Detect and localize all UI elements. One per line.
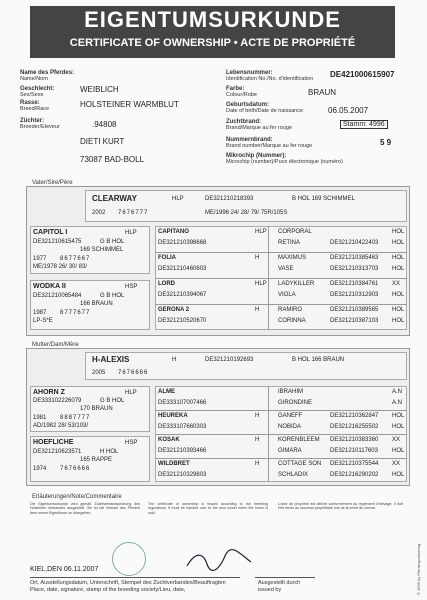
ggs3-gg1: RAMIRO xyxy=(278,307,302,313)
ggd2-gg2id: DE321210117603 xyxy=(330,448,378,454)
gs2-info2: 166 BRAUN xyxy=(80,301,113,307)
dam-name: H-ALEXIS xyxy=(92,355,130,364)
ggd3-gg1: COTTAGE SON xyxy=(278,461,322,467)
dam-info: B HOL 166 BRAUN xyxy=(292,357,345,363)
gd1-breed: HLP xyxy=(125,390,137,396)
ggs1-breed: H xyxy=(255,255,260,261)
ggd1-id: DE333107660303 xyxy=(158,424,207,430)
gs1-year: 1977 xyxy=(33,256,47,262)
ggs3-gg1id: DE321210389565 xyxy=(330,307,379,313)
breeder-address: 73087 BAD-BOLL xyxy=(80,155,145,164)
ggd1-breed: H xyxy=(255,413,260,419)
life-number-value: DE421000615907 xyxy=(330,70,395,79)
ggd0-gg1b: A.N xyxy=(392,389,403,395)
gd2-number: 7676666 xyxy=(60,466,91,472)
ggs2-gg1id: DE321210384761 xyxy=(330,281,379,287)
gd1-info2: 170 BRAUN xyxy=(80,406,113,412)
brand-value: Stamm: 4996 xyxy=(340,120,388,129)
ggs1-name: FOLIA xyxy=(158,255,176,261)
gd2-info2: 165 RAPPE xyxy=(80,457,113,463)
explanations-label: Erläuterungen/Note/Commentaire xyxy=(32,494,122,500)
ggd1-gg1b: HOL xyxy=(392,413,405,419)
ggs3-id: DE321210520670 xyxy=(158,318,207,324)
breeder-number: .94808 xyxy=(92,120,117,129)
dam-breed: H xyxy=(172,357,177,363)
ggs2-gg1: LADYKILLER xyxy=(278,281,315,287)
page-subtitle: CERTIFICATE OF OWNERSHIP • ACTE DE PROPRIÉTÉ xyxy=(69,37,356,49)
place-label: Ort, Ausstellungsdatum, Unterschrift, Stempel des Zuchtverbandes/Beauftragten xyxy=(30,580,226,586)
explanation-fr: L'acte de propriété est délivré conformément au règlement d'élevage. Il doit être remis au nouveau propriétaire lors de la vente du cheval. xyxy=(278,502,403,511)
horse-name-label: Name des Pferdes: Name/Nom xyxy=(20,70,75,82)
ggs2-id: DE321210394067 xyxy=(158,292,207,298)
gd1-year: 1981 xyxy=(33,415,47,421)
gs1-name: CAPITOL I xyxy=(33,229,68,236)
ggd2-gg1: KORENBLEEM xyxy=(278,437,320,443)
gs1-info: G B HOL xyxy=(100,239,125,245)
gs1-id: DE321210615475 xyxy=(33,239,82,245)
side-copyright: © 1999 by Pferdesportverlag xyxy=(416,544,421,595)
ggs1-gg1b: HOL xyxy=(392,255,405,261)
gs2-id: DE321210065484 xyxy=(33,293,82,299)
sire-info: B HOL 169 SCHIMMEL xyxy=(292,196,355,202)
place-label-en: Place, date, signature, stamp of the breeding society/Lieu, date, xyxy=(30,587,186,593)
ggd1-gg2id: DE321216255502 xyxy=(330,424,379,430)
ggs3-gg2id: DE321210387103 xyxy=(330,318,379,324)
sex-label: Geschlecht: Sex/Sexe xyxy=(20,86,55,98)
ggd0-gg2b: A.N xyxy=(392,400,403,406)
ggs3-gg1b: HOL xyxy=(392,307,405,313)
issued-label-en: issued by xyxy=(258,587,282,593)
ggd1-gg1: GANEFF xyxy=(278,413,303,419)
sire-name: CLEARWAY xyxy=(92,194,137,203)
ggs2-gg1b: XX xyxy=(392,281,401,287)
birth-value: 06.05.2007 xyxy=(328,106,369,115)
ggs1-gg2b: HOL xyxy=(392,266,405,272)
gd1-info: G B HOL xyxy=(100,398,125,404)
dam-number: 7676666 xyxy=(118,370,149,376)
ggs1-id: DE321210460603 xyxy=(158,266,207,272)
life-number-label: Lebensnummer: Identification No./No. d'identification xyxy=(226,70,314,82)
ggs0-gg1: CORPORAL xyxy=(278,229,312,235)
ggd1-gg2b: HOL xyxy=(392,424,405,430)
ggd3-breed: H xyxy=(255,461,260,467)
breeder-name: DIETI KURT xyxy=(80,137,125,146)
sire-breed: HLP xyxy=(172,196,184,202)
gd2-id: DE321210623571 xyxy=(33,449,82,455)
ggs2-gg2id: DE321210312903 xyxy=(330,292,379,298)
sire-number: 7676777 xyxy=(118,210,149,216)
gs1-info2: 169 SCHIMMEL xyxy=(80,247,124,253)
ggs0-name: CAPITANO xyxy=(158,229,189,235)
ggs3-gg2: CORINNA xyxy=(278,318,306,324)
gd1-number: 8887777 xyxy=(60,415,91,421)
gs2-year: 1987 xyxy=(33,310,47,316)
ggd3-id: DE321210329803 xyxy=(158,472,207,478)
explanation-en: The certificate of ownership is issued according to the breeding regulations. It must be handed over to the new owner when the horse is sold. xyxy=(148,502,268,515)
signature-image xyxy=(185,548,255,574)
sire-id: DE321210218393 xyxy=(205,196,254,202)
color-value: BRAUN xyxy=(308,88,337,97)
ggd2-gg1b: XX xyxy=(392,437,401,443)
ggs2-gg2b: HOL xyxy=(392,292,405,298)
ggd0-name: ALME xyxy=(158,389,175,395)
breeder-label: Züchter: Breeder/Eleveur xyxy=(20,118,60,130)
ggs1-gg1: MAXIMUS xyxy=(278,255,307,261)
gs2-breed: HSP xyxy=(125,284,138,290)
breed-label: Rasse: Breed/Race xyxy=(20,100,50,112)
birth-label: Geburtsdatum: Date of birth/Date de naissance xyxy=(226,102,304,114)
ggd3-gg2id: DE321216290202 xyxy=(330,472,379,478)
gs1-breed: HLP xyxy=(125,230,137,236)
ggs1-gg2id: DE321210313703 xyxy=(330,266,379,272)
gd2-info: H HOL xyxy=(100,449,119,455)
ggd3-gg2: SCHLADIX xyxy=(278,472,309,478)
gs1-number: 8677667 xyxy=(60,256,91,262)
explanation-de: Die Eigentumsurkunde wird gemäß Zuchtverbandsordnung des Holsteiner Verbandes ausgestellt. Sie ist bei Verkauf des Pferdes dem neuen Eigentümer zu übergeben. xyxy=(30,502,140,515)
ggs0-id: DE321210398668 xyxy=(158,240,207,246)
ggs0-gg2: RETINA xyxy=(278,240,301,246)
brand-label: Zuchtbrand: Brand/Marque au fer rouge xyxy=(226,119,293,131)
issued-label: Ausgestellt durch xyxy=(258,580,301,586)
number-brand-value: 5 9 xyxy=(380,138,392,147)
ggs0-gg2id: DE321210422403 xyxy=(330,240,379,246)
ggd2-gg2: GIMARA xyxy=(278,448,302,454)
ggs0-gg2b: HOL xyxy=(392,240,405,246)
ggd3-gg2b: HOL xyxy=(392,472,405,478)
ggd2-name: KOSAK xyxy=(158,437,180,443)
number-brand-label: Nummernbrand: Brand number/Marque au fer rouge xyxy=(226,137,313,149)
ggs1-gg1id: DE321210385463 xyxy=(330,255,379,261)
ggd0-id: DE333107007466 xyxy=(158,400,207,406)
sex-value: WEIBLICH xyxy=(80,85,119,94)
ggd3-name: WILDBRET xyxy=(158,461,190,467)
ggd0-gg2: GIRONDINE xyxy=(278,400,313,406)
sire-section-label: Vater/Sire/Père xyxy=(32,180,73,186)
breed-value: HOLSTEINER WARMBLUT xyxy=(80,100,179,109)
microchip-label: Mikrochip (Nummer): Microchip (number)/Puce électronique (numéro) xyxy=(226,153,343,165)
page-title: EIGENTUMSURKUNDE xyxy=(84,7,341,32)
gd2-year: 1974 xyxy=(33,466,47,472)
ggd1-name: HEUREKA xyxy=(158,413,188,419)
sire-me: ME/1996 24/ 28/ 79/ 75R/105S xyxy=(205,210,288,216)
ggd2-gg1id: DE321210383360 xyxy=(330,437,379,443)
ggd1-gg2: NOBIDA xyxy=(278,424,302,430)
ggd2-gg2b: HOL xyxy=(392,448,405,454)
ggs1-gg2: VASE xyxy=(278,266,294,272)
gd2-breed: HSP xyxy=(125,440,138,446)
dam-year: 2005 xyxy=(92,370,106,376)
ggd0-gg1: IBRAHIM xyxy=(278,389,304,395)
ggd2-breed: H xyxy=(255,437,260,443)
gd1-name: AHORN Z xyxy=(33,389,65,396)
gd2-name: HOEFLICHE xyxy=(33,439,74,446)
dam-section-label: Mutter/Dam/Mère xyxy=(32,342,79,348)
ggd1-gg1id: DE321210362847 xyxy=(330,413,379,419)
sire-year: 2002 xyxy=(92,210,106,216)
gd1-id: DE333102226079 xyxy=(33,398,82,404)
gs2-number: 8777677 xyxy=(60,310,91,316)
ggs2-name: LORD xyxy=(158,281,175,287)
ggs2-breed: HLP xyxy=(255,281,267,287)
ggs3-name: GERONA 2 xyxy=(158,307,190,313)
ggs0-breed: HLP xyxy=(255,229,267,235)
title-banner xyxy=(30,6,395,58)
color-label: Farbe: Colour/Robe xyxy=(226,86,257,98)
gs2-name: WODKA II xyxy=(33,283,66,290)
breeding-society-stamp xyxy=(112,542,146,576)
ggd2-id: DE321210393466 xyxy=(158,448,207,454)
ggs3-breed: H xyxy=(255,307,260,313)
ggs2-gg2: VIOLA xyxy=(278,292,296,298)
gd1-me: AD/1982 28/ 53/103/ xyxy=(33,423,89,429)
dam-id: DE321210192693 xyxy=(205,357,254,363)
ggs0-gg1b: HOL xyxy=(392,229,405,235)
ggs3-gg2b: HOL xyxy=(392,318,405,324)
gs1-me: ME/1978 26/ 30/ 83/ xyxy=(33,264,88,270)
gs2-me: LP-S*E xyxy=(33,318,53,324)
ggd3-gg1id: DE321210375544 xyxy=(330,461,379,467)
gs2-info: G B HOL xyxy=(100,293,125,299)
ggd3-gg1b: XX xyxy=(392,461,401,467)
place-date: KIEL,DEN 06.11.2007 xyxy=(30,566,99,573)
